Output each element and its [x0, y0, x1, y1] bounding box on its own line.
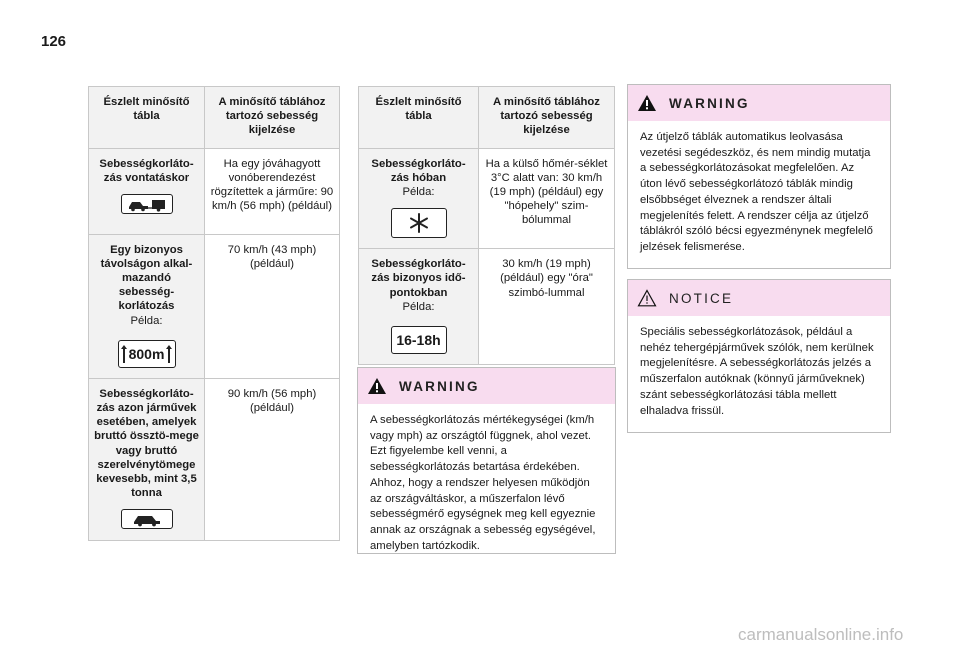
sign-example-label: Példa:: [402, 300, 435, 313]
warning-header: [628, 85, 890, 121]
warning-text: Az útjelző táblák automatikus leolvasása vezetési segédeszköz, és nem mindig mutatja a sebességkorlátozásokat megfelelően. Az úton lévő sebességkorlátozó táblák mindig elsőbbséget élveznek a rendszer általi megjelenítés felett. A rendszer célja az útjelző táblákról szóló bécsi egyezménynek megfelelő jelzések felismerése.: [640, 131, 873, 253]
value-cell: Ha a külső hőmér-séklet 3°C alatt van: 30 km/h (19 mph) (például) egy "hópehely" szim-bólummal: [479, 148, 615, 249]
sign-example-label: Példa:: [402, 186, 435, 199]
warning-title: WARNING: [399, 378, 480, 394]
value-cell: 30 km/h (19 mph) (például) egy "óra" szimbó-lummal: [479, 249, 615, 365]
table-header-sign: Észlelt minősítő tábla: [89, 87, 205, 149]
sign-title: Sebességkorláto-zás bizonyos idő-pontokban: [371, 258, 466, 299]
table-row: [89, 148, 340, 234]
page-number: 126: [41, 33, 67, 50]
warning-box-recognition: [627, 84, 891, 269]
notice-body: [628, 316, 890, 429]
value-cell: 90 km/h (56 mph) (például): [205, 378, 340, 540]
sign-cell: [359, 148, 479, 249]
notice-title: NOTICE: [669, 290, 734, 306]
sign-title: Egy bizonyos távolságon alkal-mazandó sebesség-korlátozás: [100, 243, 193, 313]
notice-triangle-icon: [637, 289, 657, 307]
table-header-display: A minősítő táblához tartozó sebesség kijelzése: [205, 87, 340, 149]
warning-text: A sebességkorlátozás mértékegységei (km/h vagy mph) az országtól függnek, ahol vezet. Ezt figyelembe kell venni, a sebességkorlátozás betartása érdekében. Ahhoz, hogy a rendszer helyesen működjön az országváltáskor, a műszerfalon lévő sebességmérő egységnek meg kell egyeznie annak az országnak a sebesség egységével, amelyben tartózkodik.: [370, 414, 596, 552]
sign-title: Sebességkorláto-zás azon járművek esetében, amelyek bruttó össztö-mege vagy bruttó szerelvénytömege kevesebb, mint 3,5 tonna: [94, 387, 199, 500]
table-row: [89, 234, 340, 378]
sign-cell: [89, 378, 205, 540]
warning-box-units: [357, 367, 616, 554]
speed-sign-table-right: [358, 86, 615, 365]
notice-header: [628, 280, 890, 316]
sign-example-label: Példa:: [130, 314, 163, 327]
value-cell: 70 km/h (43 mph) (például): [205, 234, 340, 378]
sign-title: Sebességkorláto-zás vontatáskor: [99, 157, 194, 184]
warning-body: [358, 404, 615, 564]
warning-body: [628, 121, 890, 266]
table-header-sign: Észlelt minősítő tábla: [359, 87, 479, 149]
car-towing-trailer-icon: [121, 194, 173, 214]
snowflake-icon: [391, 208, 447, 238]
car-icon: [121, 509, 173, 529]
distance-arrows-icon: [121, 345, 127, 363]
notice-text: Speciális sebességkorlátozások, például a nehéz tehergépjárművek szólók, nem kerülnek megjelenítésre. A sebességkorlátozás jelzés a műszerfalon autóknak (könnyű járműveknek) szánt sebességkorlátozási tábla mellett elhaladva frissül.: [640, 326, 874, 417]
warning-header: [358, 368, 615, 404]
warning-triangle-icon: [637, 94, 657, 112]
sign-distance-text: 800m: [128, 345, 165, 362]
table-row: [359, 148, 615, 249]
table-header-row: [359, 87, 615, 149]
value-cell: Ha egy jóváhagyott vonóberendezést rögzítettek a járműre: 90 km/h (56 mph) (például): [205, 148, 340, 234]
table-row: [359, 249, 615, 365]
watermark: carmanualsonline.info: [738, 625, 904, 644]
notice-box: [627, 279, 891, 433]
warning-title: WARNING: [669, 95, 750, 111]
warning-triangle-icon: [367, 377, 387, 395]
distance-sign: [118, 340, 176, 368]
time-sign: 16-18h: [391, 326, 447, 354]
table-row: [89, 378, 340, 540]
distance-arrows-icon: [166, 345, 172, 363]
speed-sign-table-left: [88, 86, 340, 541]
sign-cell: [89, 148, 205, 234]
sign-cell: [89, 234, 205, 378]
sign-title: Sebességkorláto-zás hóban: [371, 157, 466, 184]
table-header-display: A minősítő táblához tartozó sebesség kijelzése: [479, 87, 615, 149]
table-header-row: [89, 87, 340, 149]
sign-cell: [359, 249, 479, 365]
